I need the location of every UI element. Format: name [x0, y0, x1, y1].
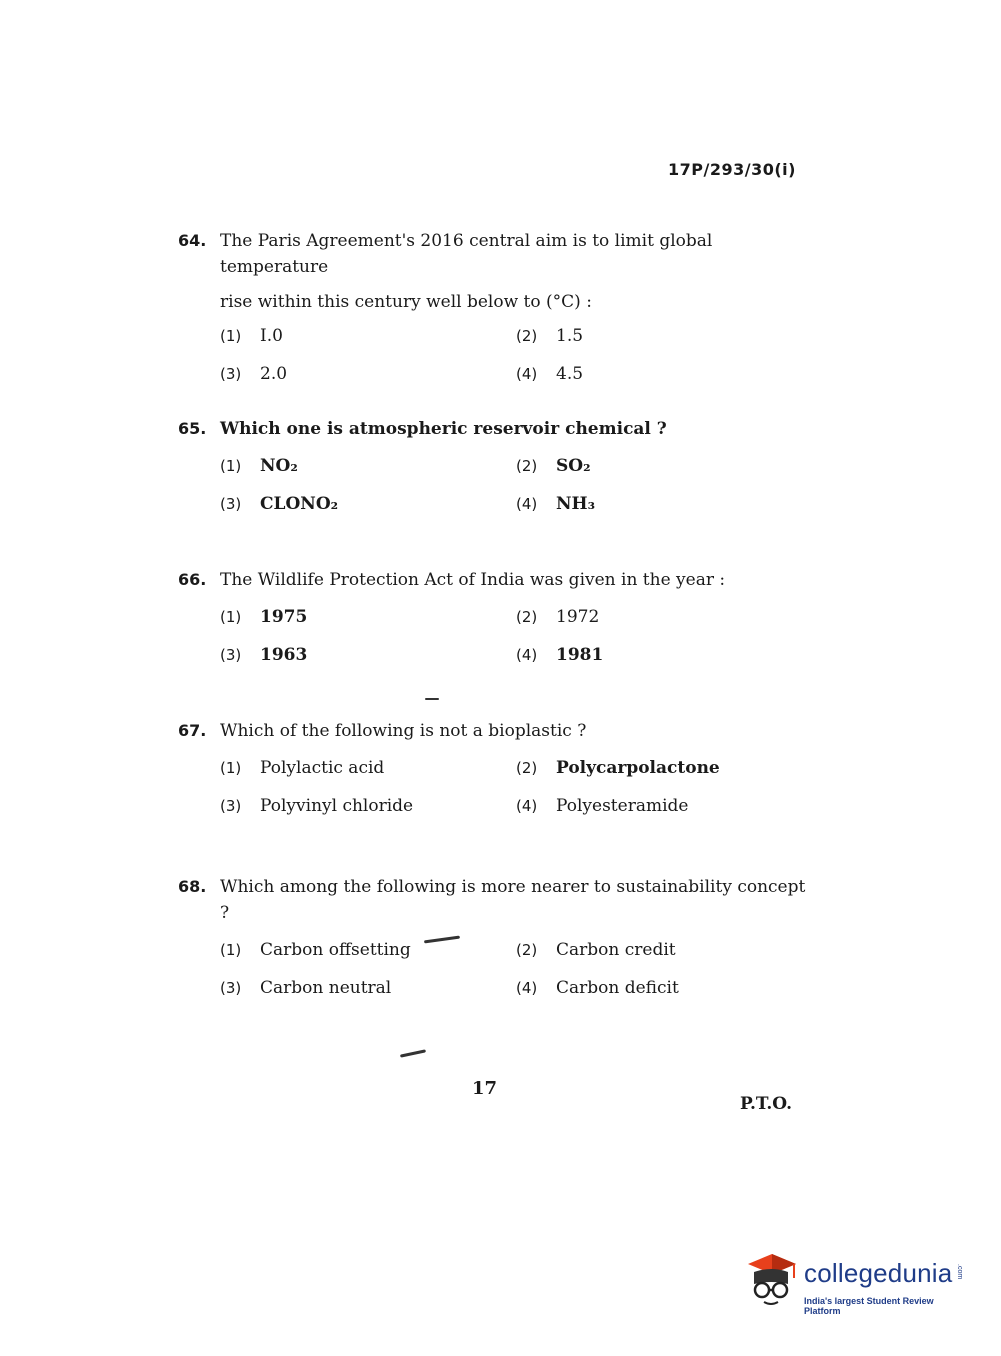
- option-label: (1): [220, 327, 242, 345]
- option-3: [220, 364, 516, 384]
- option-value: Carbon offsetting: [260, 940, 411, 960]
- option-label: (3): [220, 495, 242, 513]
- question-67: [178, 718, 818, 816]
- question-number: 68.: [178, 877, 207, 896]
- option-value: CLONO₂: [260, 494, 339, 514]
- page-number: 17: [472, 1078, 498, 1099]
- option-2: [516, 607, 812, 627]
- option-1: [220, 940, 516, 960]
- option-4: [516, 645, 812, 665]
- option-label: (2): [516, 941, 538, 959]
- option-label: (2): [516, 608, 538, 626]
- option-value: Polylactic acid: [260, 758, 385, 778]
- option-1: [220, 326, 516, 346]
- option-value: Carbon credit: [556, 940, 676, 960]
- question-68: [178, 874, 818, 998]
- option-label: (4): [516, 979, 538, 997]
- options-grid: [220, 940, 818, 998]
- options-grid: [220, 758, 818, 816]
- option-4: [516, 978, 812, 998]
- options-grid: [220, 456, 818, 514]
- option-value: 1963: [260, 645, 308, 665]
- option-label: (3): [220, 979, 242, 997]
- question-text: Which of the following is not a bioplastic ?: [220, 721, 587, 741]
- option-label: (4): [516, 365, 538, 383]
- option-value: 2.0: [260, 364, 288, 384]
- question-number: 65.: [178, 419, 207, 438]
- question-text: Which one is atmospheric reservoir chemical ?: [220, 419, 667, 439]
- logo-brand-text: collegedunia: [804, 1258, 953, 1288]
- option-value: SO₂: [556, 456, 591, 476]
- option-4: [516, 796, 812, 816]
- option-value: 4.5: [556, 364, 584, 384]
- paper-code: 17P/293/30(i): [668, 160, 796, 179]
- option-label: (3): [220, 797, 242, 815]
- option-value: Polycarpolactone: [556, 758, 720, 778]
- option-label: (4): [516, 646, 538, 664]
- option-1: [220, 607, 516, 627]
- question-text: The Wildlife Protection Act of India was given in the year :: [220, 570, 726, 590]
- option-value: Carbon deficit: [556, 978, 679, 998]
- option-label: (1): [220, 457, 242, 475]
- option-value: NH₃: [556, 494, 596, 514]
- options-grid: [220, 607, 818, 665]
- option-label: (1): [220, 608, 242, 626]
- option-2: [516, 758, 812, 778]
- scan-smudge: [425, 698, 439, 700]
- option-label: (4): [516, 495, 538, 513]
- option-4: [516, 494, 812, 514]
- option-2: [516, 326, 812, 346]
- option-label: (1): [220, 759, 242, 777]
- option-3: [220, 796, 516, 816]
- option-value: Polyvinyl chloride: [260, 796, 414, 816]
- option-label: (2): [516, 327, 538, 345]
- option-1: [220, 456, 516, 476]
- logo-com-text: .com: [956, 1264, 963, 1280]
- option-label: (3): [220, 646, 242, 664]
- pto-label: P.T.O.: [740, 1094, 792, 1114]
- option-3: [220, 978, 516, 998]
- option-4: [516, 364, 812, 384]
- option-label: (1): [220, 941, 242, 959]
- mascot-icon: [742, 1250, 802, 1312]
- collegedunia-logo: [742, 1250, 972, 1320]
- question-text: The Paris Agreement's 2016 central aim is to limit global temperature: [220, 231, 713, 277]
- question-text-continued: rise within this century well below to (°C) :: [220, 292, 592, 312]
- question-66: [178, 567, 818, 665]
- option-2: [516, 940, 812, 960]
- option-value: NO₂: [260, 456, 298, 476]
- option-label: (3): [220, 365, 242, 383]
- option-3: [220, 494, 516, 514]
- option-2: [516, 456, 812, 476]
- question-number: 66.: [178, 570, 207, 589]
- option-value: I.0: [260, 326, 283, 346]
- question-text: Which among the following is more nearer to sustainability concept ?: [220, 877, 806, 923]
- option-value: 1.5: [556, 326, 584, 346]
- logo-tagline: India's largest Student Review Platform: [804, 1296, 934, 1316]
- scan-smudge: [400, 1049, 426, 1057]
- option-label: (4): [516, 797, 538, 815]
- option-value: Polyesteramide: [556, 796, 689, 816]
- option-1: [220, 758, 516, 778]
- option-value: Carbon neutral: [260, 978, 392, 998]
- question-64: [178, 228, 818, 384]
- option-value: 1975: [260, 607, 308, 627]
- option-label: (2): [516, 457, 538, 475]
- question-number: 64.: [178, 231, 207, 250]
- option-label: (2): [516, 759, 538, 777]
- option-3: [220, 645, 516, 665]
- question-number: 67.: [178, 721, 207, 740]
- options-grid: [220, 326, 818, 384]
- question-65: [178, 416, 818, 514]
- option-value: 1972: [556, 607, 600, 627]
- option-value: 1981: [556, 645, 604, 665]
